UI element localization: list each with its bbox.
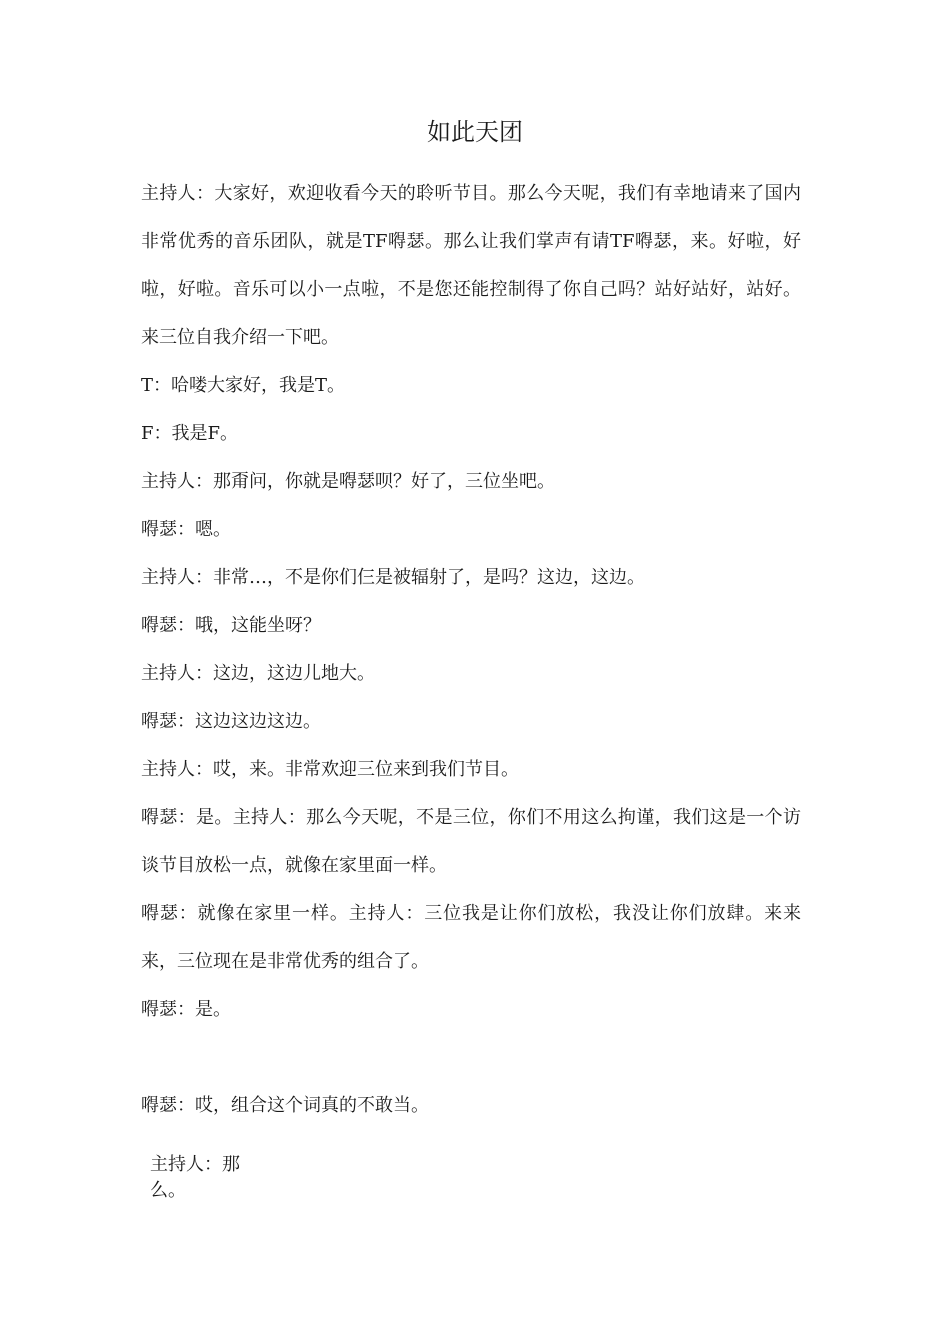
paragraph-host-welcome: 主持人：哎，来。非常欢迎三位来到我们节目。: [141, 759, 519, 780]
paragraph-dese-en: 嘚瑟：嗯。: [141, 519, 231, 540]
final-text-box: 主持人：那么。: [150, 1154, 240, 1201]
paragraph-gap: [141, 1034, 801, 1082]
paragraph-dese-group: 嘚瑟：哎，组合这个词真的不敢当。: [141, 1095, 429, 1116]
paragraph-dese-yes: 嘚瑟：是。: [141, 999, 231, 1020]
paragraph-host-here: 主持人：这边，这边儿地大。: [141, 663, 375, 684]
document-body: [141, 170, 801, 1130]
paragraph-f-intro: F：我是F。: [141, 423, 238, 444]
paragraph-dese-sit: 嘚瑟：哦，这能坐呀？: [141, 615, 321, 636]
paragraph-dese-here: 嘚瑟：这边这边这边。: [141, 711, 321, 732]
paragraph-dese-home: 嘚瑟：就像在家里一样。主持人：三位我是让你们放松，我没让你们放肆。来来来，三位现在是非常优秀的组合了。: [141, 903, 801, 972]
paragraph-host-sit: 主持人：那甭问，你就是嘚瑟呗？好了，三位坐吧。: [141, 471, 555, 492]
paragraph-host-intro: 主持人：大家好，欢迎收看今天的聆听节目。那么今天呢，我们有幸地请来了国内非常优秀的音乐团队，就是TF嘚瑟。那么让我们掌声有请TF嘚瑟，来。好啦，好啦，好啦。音乐可以小一点啦，不是您还能控制得了你自己吗？站好站好，站好。来三位自我介绍一下吧。: [141, 183, 801, 348]
paragraph-t-intro: T：哈喽大家好，我是T。: [141, 375, 346, 396]
paragraph-dese-relax: 嘚瑟：是。主持人：那么今天呢，不是三位，你们不用这么拘谨，我们这是一个访谈节目放松一点，就像在家里面一样。: [141, 807, 801, 876]
paragraph-host-radiated: 主持人：非常…，不是你们仨是被辐射了，是吗？这边，这边。: [141, 567, 645, 588]
document-title: 如此天团: [427, 118, 523, 146]
